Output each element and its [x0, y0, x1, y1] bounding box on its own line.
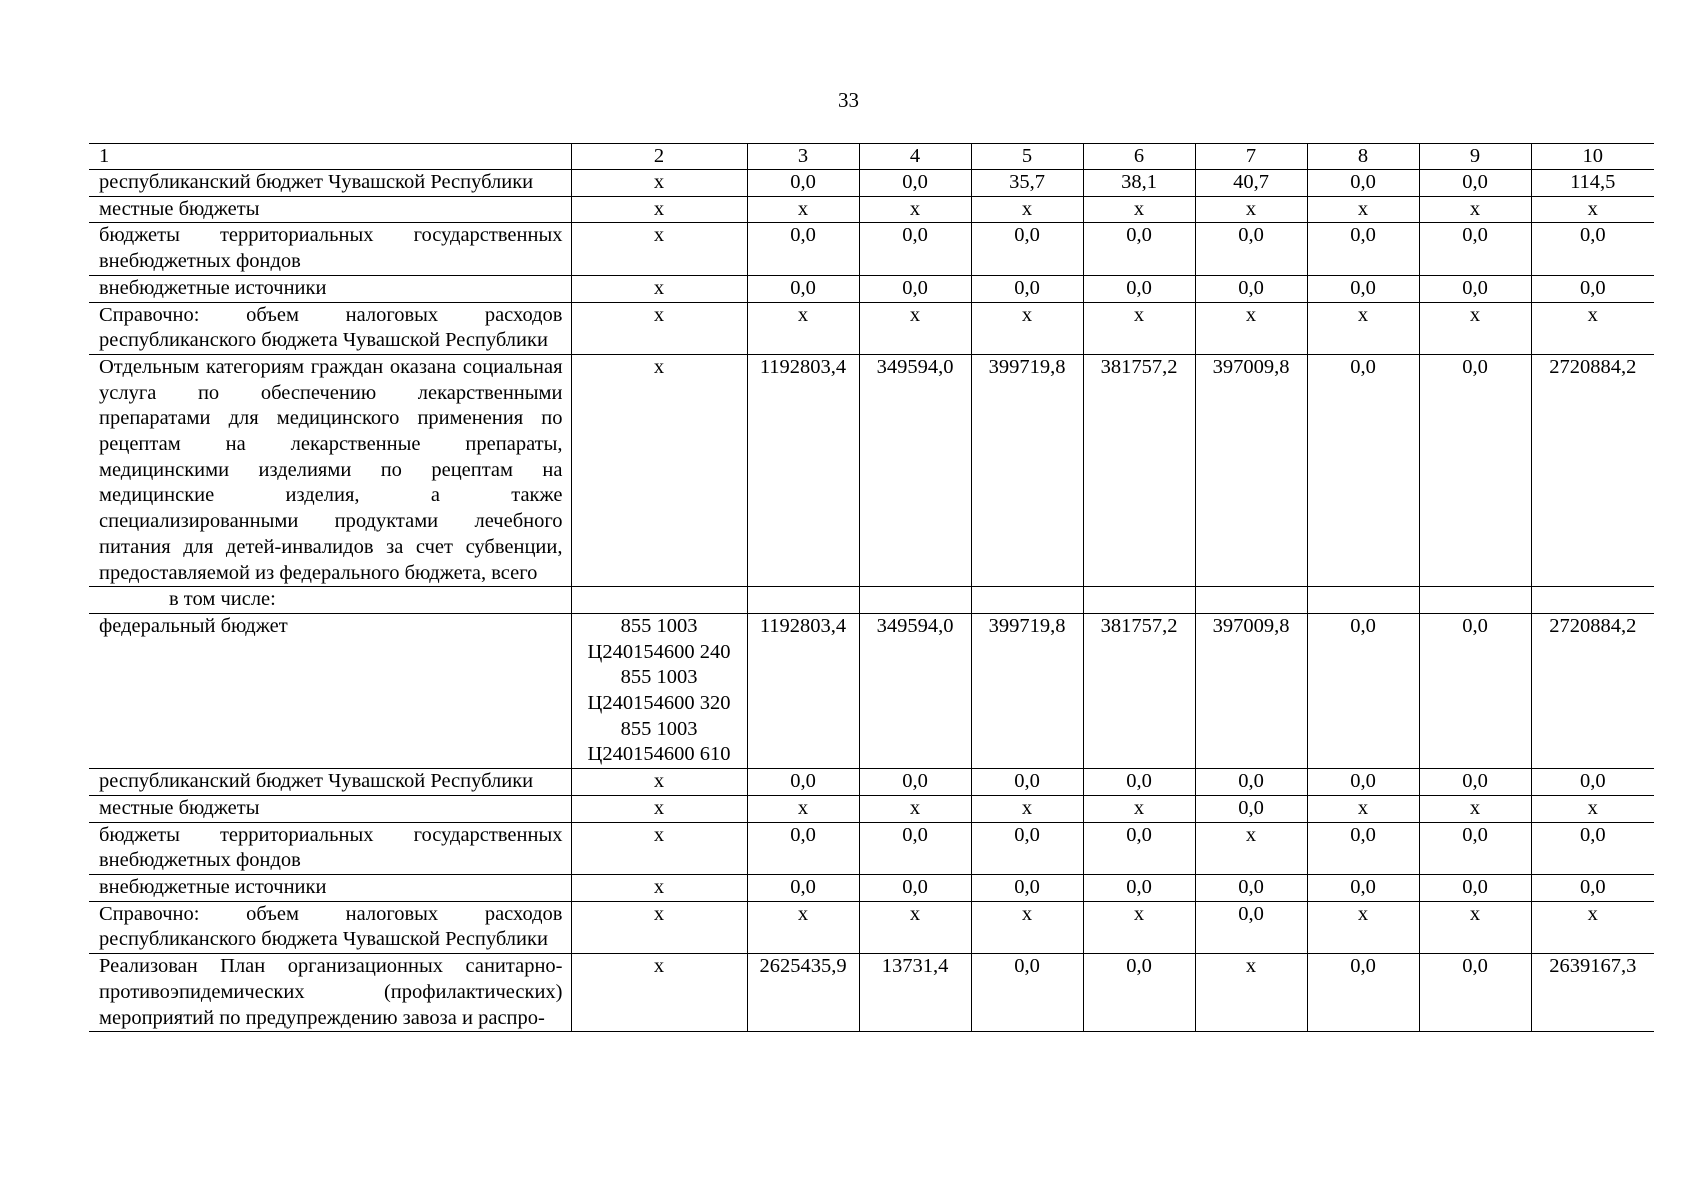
- value-cell-col-10: 2720884,2: [1531, 354, 1654, 586]
- value-cell-col-3: [747, 587, 859, 614]
- value-cell-col-6: [1083, 587, 1195, 614]
- value-cell-col-4: 0,0: [859, 223, 971, 275]
- value-cell-col-4: x: [859, 795, 971, 822]
- table-row: [89, 354, 1654, 586]
- value-cell-col-9: x: [1419, 795, 1531, 822]
- row-label: Справочно: объем налоговых расходов республиканского бюджета Чувашской Республики: [89, 302, 571, 354]
- value-cell-col-6: 38,1: [1083, 170, 1195, 197]
- row-label: в том числе:: [89, 587, 571, 614]
- budget-code: x: [571, 954, 747, 1032]
- value-cell-col-10: 114,5: [1531, 170, 1654, 197]
- value-cell-col-6: 0,0: [1083, 822, 1195, 874]
- value-cell-col-8: 0,0: [1307, 170, 1419, 197]
- value-cell-col-9: 0,0: [1419, 822, 1531, 874]
- value-cell-col-10: x: [1531, 901, 1654, 953]
- value-cell-col-7: x: [1195, 954, 1307, 1032]
- row-label: внебюджетные источники: [89, 275, 571, 302]
- value-cell-col-10: 0,0: [1531, 874, 1654, 901]
- budget-code: x: [571, 196, 747, 223]
- table-row: [89, 613, 1654, 768]
- table-row: [89, 795, 1654, 822]
- budget-code: x: [571, 795, 747, 822]
- value-cell-col-5: 0,0: [971, 223, 1083, 275]
- value-cell-col-4: x: [859, 901, 971, 953]
- column-number-7: 7: [1195, 144, 1307, 170]
- value-cell-col-8: 0,0: [1307, 769, 1419, 796]
- value-cell-col-6: 381757,2: [1083, 354, 1195, 586]
- value-cell-col-4: 13731,4: [859, 954, 971, 1032]
- row-label: республиканский бюджет Чувашской Республики: [89, 170, 571, 197]
- value-cell-col-7: 397009,8: [1195, 613, 1307, 768]
- table-row: [89, 587, 1654, 614]
- value-cell-col-9: 0,0: [1419, 170, 1531, 197]
- value-cell-col-3: 1192803,4: [747, 613, 859, 768]
- value-cell-col-9: 0,0: [1419, 354, 1531, 586]
- value-cell-col-5: 0,0: [971, 954, 1083, 1032]
- value-cell-col-8: x: [1307, 302, 1419, 354]
- table-row: [89, 822, 1654, 874]
- row-label: Справочно: объем налоговых расходов республиканского бюджета Чувашской Республики: [89, 901, 571, 953]
- page-number: 33: [838, 88, 859, 112]
- value-cell-col-10: 2639167,3: [1531, 954, 1654, 1032]
- value-cell-col-6: 0,0: [1083, 874, 1195, 901]
- value-cell-col-4: [859, 587, 971, 614]
- value-cell-col-6: x: [1083, 302, 1195, 354]
- column-number-1: 1: [89, 144, 571, 170]
- row-label: Отдельным категориям граждан оказана социальная услуга по обеспечению лекарственными препаратами для медицинского применения по рецептам на лекарственные препараты, медицинскими изделиями по рецептам на медицинские изделия, а также специализированными продуктами лечебного питания для детей-инвалидов за счет субвенции, предоставляемой из федерального бюджета, всего: [89, 354, 571, 586]
- value-cell-col-4: 349594,0: [859, 354, 971, 586]
- value-cell-col-3: 0,0: [747, 223, 859, 275]
- value-cell-col-5: x: [971, 795, 1083, 822]
- value-cell-col-7: 0,0: [1195, 795, 1307, 822]
- value-cell-col-7: 0,0: [1195, 275, 1307, 302]
- value-cell-col-10: 2720884,2: [1531, 613, 1654, 768]
- value-cell-col-3: 0,0: [747, 275, 859, 302]
- value-cell-col-7: 0,0: [1195, 901, 1307, 953]
- value-cell-col-9: x: [1419, 196, 1531, 223]
- budget-code: x: [571, 354, 747, 586]
- value-cell-col-10: 0,0: [1531, 822, 1654, 874]
- column-number-6: 6: [1083, 144, 1195, 170]
- value-cell-col-8: 0,0: [1307, 275, 1419, 302]
- value-cell-col-7: x: [1195, 822, 1307, 874]
- value-cell-col-10: x: [1531, 795, 1654, 822]
- value-cell-col-10: 0,0: [1531, 769, 1654, 796]
- value-cell-col-6: x: [1083, 196, 1195, 223]
- table-row: [89, 275, 1654, 302]
- value-cell-col-3: x: [747, 795, 859, 822]
- row-label: республиканский бюджет Чувашской Республики: [89, 769, 571, 796]
- value-cell-col-8: x: [1307, 196, 1419, 223]
- value-cell-col-9: x: [1419, 302, 1531, 354]
- table-row: [89, 223, 1654, 275]
- value-cell-col-8: x: [1307, 795, 1419, 822]
- value-cell-col-10: 0,0: [1531, 275, 1654, 302]
- value-cell-col-5: x: [971, 196, 1083, 223]
- table-row: [89, 901, 1654, 953]
- value-cell-col-9: 0,0: [1419, 769, 1531, 796]
- value-cell-col-9: 0,0: [1419, 223, 1531, 275]
- value-cell-col-7: 0,0: [1195, 874, 1307, 901]
- column-number-5: 5: [971, 144, 1083, 170]
- table-row: [89, 196, 1654, 223]
- value-cell-col-10: [1531, 587, 1654, 614]
- budget-code: x: [571, 302, 747, 354]
- value-cell-col-6: 381757,2: [1083, 613, 1195, 768]
- value-cell-col-5: 0,0: [971, 874, 1083, 901]
- value-cell-col-4: 0,0: [859, 769, 971, 796]
- value-cell-col-5: 0,0: [971, 769, 1083, 796]
- value-cell-col-4: 0,0: [859, 874, 971, 901]
- table-row: [89, 954, 1654, 1032]
- budget-code: x: [571, 822, 747, 874]
- value-cell-col-6: x: [1083, 901, 1195, 953]
- value-cell-col-8: x: [1307, 901, 1419, 953]
- column-number-4: 4: [859, 144, 971, 170]
- value-cell-col-7: x: [1195, 302, 1307, 354]
- budget-code: 855 1003 Ц240154600 240 855 1003 Ц240154600 320 855 1003 Ц240154600 610: [571, 613, 747, 768]
- value-cell-col-3: 0,0: [747, 170, 859, 197]
- value-cell-col-5: x: [971, 901, 1083, 953]
- value-cell-col-10: x: [1531, 302, 1654, 354]
- value-cell-col-8: 0,0: [1307, 822, 1419, 874]
- budget-code: x: [571, 874, 747, 901]
- value-cell-col-7: x: [1195, 196, 1307, 223]
- value-cell-col-8: 0,0: [1307, 223, 1419, 275]
- value-cell-col-10: x: [1531, 196, 1654, 223]
- value-cell-col-9: x: [1419, 901, 1531, 953]
- row-label: федеральный бюджет: [89, 613, 571, 768]
- value-cell-col-6: 0,0: [1083, 275, 1195, 302]
- table-row: [89, 302, 1654, 354]
- column-number-8: 8: [1307, 144, 1419, 170]
- value-cell-col-5: 399719,8: [971, 354, 1083, 586]
- row-label: бюджеты территориальных государственных внебюджетных фондов: [89, 822, 571, 874]
- value-cell-col-8: 0,0: [1307, 613, 1419, 768]
- value-cell-col-7: 40,7: [1195, 170, 1307, 197]
- budget-code: x: [571, 901, 747, 953]
- column-number-3: 3: [747, 144, 859, 170]
- value-cell-col-7: [1195, 587, 1307, 614]
- value-cell-col-4: 349594,0: [859, 613, 971, 768]
- value-cell-col-4: x: [859, 302, 971, 354]
- value-cell-col-5: [971, 587, 1083, 614]
- budget-table: [89, 143, 1654, 1032]
- row-label: местные бюджеты: [89, 196, 571, 223]
- value-cell-col-6: 0,0: [1083, 223, 1195, 275]
- table-row: [89, 874, 1654, 901]
- column-number-9: 9: [1419, 144, 1531, 170]
- value-cell-col-6: x: [1083, 795, 1195, 822]
- value-cell-col-9: [1419, 587, 1531, 614]
- value-cell-col-8: 0,0: [1307, 354, 1419, 586]
- value-cell-col-5: 35,7: [971, 170, 1083, 197]
- value-cell-col-8: 0,0: [1307, 954, 1419, 1032]
- value-cell-col-3: 1192803,4: [747, 354, 859, 586]
- value-cell-col-3: x: [747, 196, 859, 223]
- budget-code: x: [571, 769, 747, 796]
- value-cell-col-5: 0,0: [971, 822, 1083, 874]
- value-cell-col-3: 0,0: [747, 874, 859, 901]
- value-cell-col-7: 0,0: [1195, 769, 1307, 796]
- value-cell-col-6: 0,0: [1083, 954, 1195, 1032]
- column-number-10: 10: [1531, 144, 1654, 170]
- budget-code: x: [571, 223, 747, 275]
- value-cell-col-5: 399719,8: [971, 613, 1083, 768]
- value-cell-col-5: 0,0: [971, 275, 1083, 302]
- table-row: [89, 170, 1654, 197]
- value-cell-col-4: 0,0: [859, 170, 971, 197]
- row-label: местные бюджеты: [89, 795, 571, 822]
- value-cell-col-5: x: [971, 302, 1083, 354]
- value-cell-col-10: 0,0: [1531, 223, 1654, 275]
- value-cell-col-3: 0,0: [747, 769, 859, 796]
- value-cell-col-9: 0,0: [1419, 275, 1531, 302]
- budget-code: x: [571, 275, 747, 302]
- value-cell-col-7: 0,0: [1195, 223, 1307, 275]
- row-label: Реализован План организационных санитарно-противоэпидемических (профилактических) мероприятий по предупреждению завоза и распро-: [89, 954, 571, 1032]
- column-number-2: 2: [571, 144, 747, 170]
- row-label: внебюджетные источники: [89, 874, 571, 901]
- value-cell-col-4: 0,0: [859, 822, 971, 874]
- value-cell-col-3: x: [747, 302, 859, 354]
- value-cell-col-9: 0,0: [1419, 954, 1531, 1032]
- budget-code: x: [571, 170, 747, 197]
- value-cell-col-4: 0,0: [859, 275, 971, 302]
- value-cell-col-3: 0,0: [747, 822, 859, 874]
- value-cell-col-8: [1307, 587, 1419, 614]
- row-label: бюджеты территориальных государственных внебюджетных фондов: [89, 223, 571, 275]
- value-cell-col-3: x: [747, 901, 859, 953]
- table-header-row: [89, 144, 1654, 170]
- table-row: [89, 769, 1654, 796]
- value-cell-col-8: 0,0: [1307, 874, 1419, 901]
- value-cell-col-6: 0,0: [1083, 769, 1195, 796]
- budget-code: [571, 587, 747, 614]
- value-cell-col-4: x: [859, 196, 971, 223]
- value-cell-col-7: 397009,8: [1195, 354, 1307, 586]
- value-cell-col-3: 2625435,9: [747, 954, 859, 1032]
- value-cell-col-9: 0,0: [1419, 613, 1531, 768]
- value-cell-col-9: 0,0: [1419, 874, 1531, 901]
